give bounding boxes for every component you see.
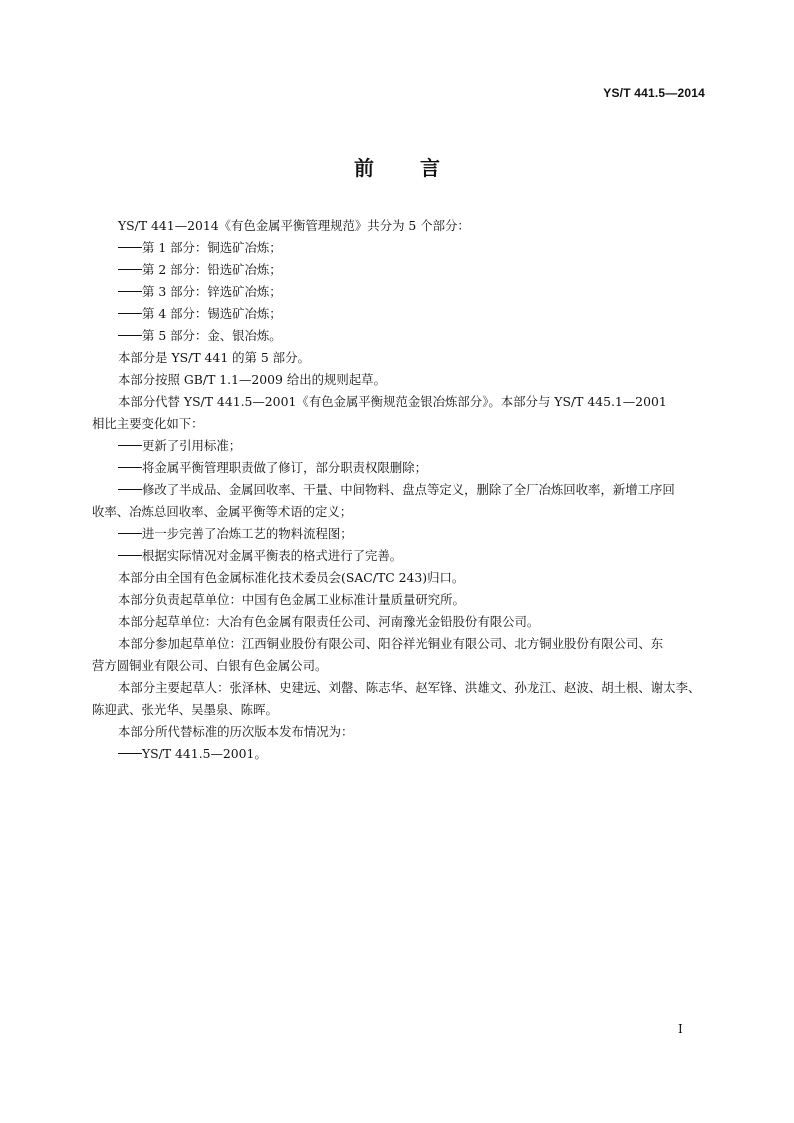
page-number: I bbox=[678, 1022, 683, 1036]
list-item bbox=[92, 237, 706, 259]
proposed-line: 本部分由全国有色金属标准化技术委员会(SAC/TC 243)归口。 bbox=[118, 570, 465, 585]
dash bbox=[118, 445, 142, 447]
list-item-cont: 收率、冶炼总回收率、金属平衡等术语的定义； bbox=[92, 504, 353, 519]
page-title bbox=[0, 152, 794, 181]
drafters-line: 本部分主要起草人：张泽林、史建远、刘罄、陈志华、赵军锋、洪雄文、孙龙江、赵波、胡土根、谢太李、 bbox=[118, 680, 701, 695]
list-item bbox=[92, 545, 706, 567]
list-item bbox=[92, 479, 706, 501]
dash bbox=[118, 269, 142, 271]
part-4-text: 第 4 部分：锡选矿冶炼； bbox=[142, 306, 282, 321]
list-item bbox=[92, 325, 706, 347]
drafting-units-line: 本部分起草单位：大冶有色金属有限责任公司、河南豫光金铅股份有限公司。 bbox=[118, 614, 540, 629]
list-item bbox=[92, 743, 706, 765]
foreword-body bbox=[92, 215, 706, 765]
drafters-line-cont: 陈迎武、张光华、吴墨泉、陈晖。 bbox=[92, 702, 278, 717]
list-item bbox=[92, 457, 706, 479]
change-5-text: 根据实际情况对金属平衡表的格式进行了完善。 bbox=[142, 548, 403, 563]
title-char-left: 前 bbox=[354, 156, 374, 180]
this-part-line: 本部分是 YS/T 441 的第 5 部分。 bbox=[118, 350, 310, 365]
dash bbox=[118, 489, 142, 491]
change-1-text: 更新了引用标准； bbox=[142, 438, 242, 453]
part-1-text: 第 1 部分：铜选矿冶炼； bbox=[142, 240, 282, 255]
drafting-rule-line: 本部分按照 GB/T 1.1—2009 给出的规则起草。 bbox=[118, 372, 386, 387]
list-item bbox=[92, 303, 706, 325]
dash bbox=[118, 555, 142, 557]
dash bbox=[118, 313, 142, 315]
change-4-text: 进一步完善了冶炼工艺的物料流程图； bbox=[142, 526, 353, 541]
change-2-text: 将金属平衡管理职责做了修订，部分职责权限删除； bbox=[142, 460, 427, 475]
dash bbox=[118, 753, 142, 755]
change-3-text: 修改了半成品、金属回收率、干量、中间物料、盘点等定义，删除了全厂冶炼回收率，新增工序回 bbox=[142, 482, 675, 497]
part-2-text: 第 2 部分：铅选矿冶炼； bbox=[142, 262, 282, 277]
participants-line-cont: 营方圆铜业有限公司、白银有色金属公司。 bbox=[92, 658, 328, 673]
history-1-text: YS/T 441.5—2001。 bbox=[142, 746, 267, 761]
dash bbox=[118, 335, 142, 337]
title-char-right: 言 bbox=[420, 156, 440, 180]
dash bbox=[118, 247, 142, 249]
standard-code: YS/T 441.5—2014 bbox=[603, 86, 705, 100]
dash bbox=[118, 291, 142, 293]
replaces-line-cont: 相比主要变化如下： bbox=[92, 416, 204, 431]
list-item bbox=[92, 259, 706, 281]
part-3-text: 第 3 部分：锌选矿冶炼； bbox=[142, 284, 282, 299]
part-5-text: 第 5 部分：金、银冶炼。 bbox=[142, 328, 282, 343]
responsible-line: 本部分负责起草单位：中国有色金属工业标准计量质量研究所。 bbox=[118, 592, 465, 607]
intro-line: YS/T 441—2014《有色金属平衡管理规范》共分为 5 个部分： bbox=[118, 218, 470, 233]
dash bbox=[118, 533, 142, 535]
participants-line: 本部分参加起草单位：江西铜业股份有限公司、阳谷祥光铜业有限公司、北方铜业股份有限公司、东 bbox=[118, 636, 664, 651]
replaces-line: 本部分代替 YS/T 441.5—2001《有色金属平衡规范金银冶炼部分》。本部分与 YS/T 445.1—2001 bbox=[118, 394, 667, 409]
list-item bbox=[92, 523, 706, 545]
dash bbox=[118, 467, 142, 469]
list-item bbox=[92, 435, 706, 457]
list-item bbox=[92, 281, 706, 303]
history-line: 本部分所代替标准的历次版本发布情况为： bbox=[118, 724, 354, 739]
